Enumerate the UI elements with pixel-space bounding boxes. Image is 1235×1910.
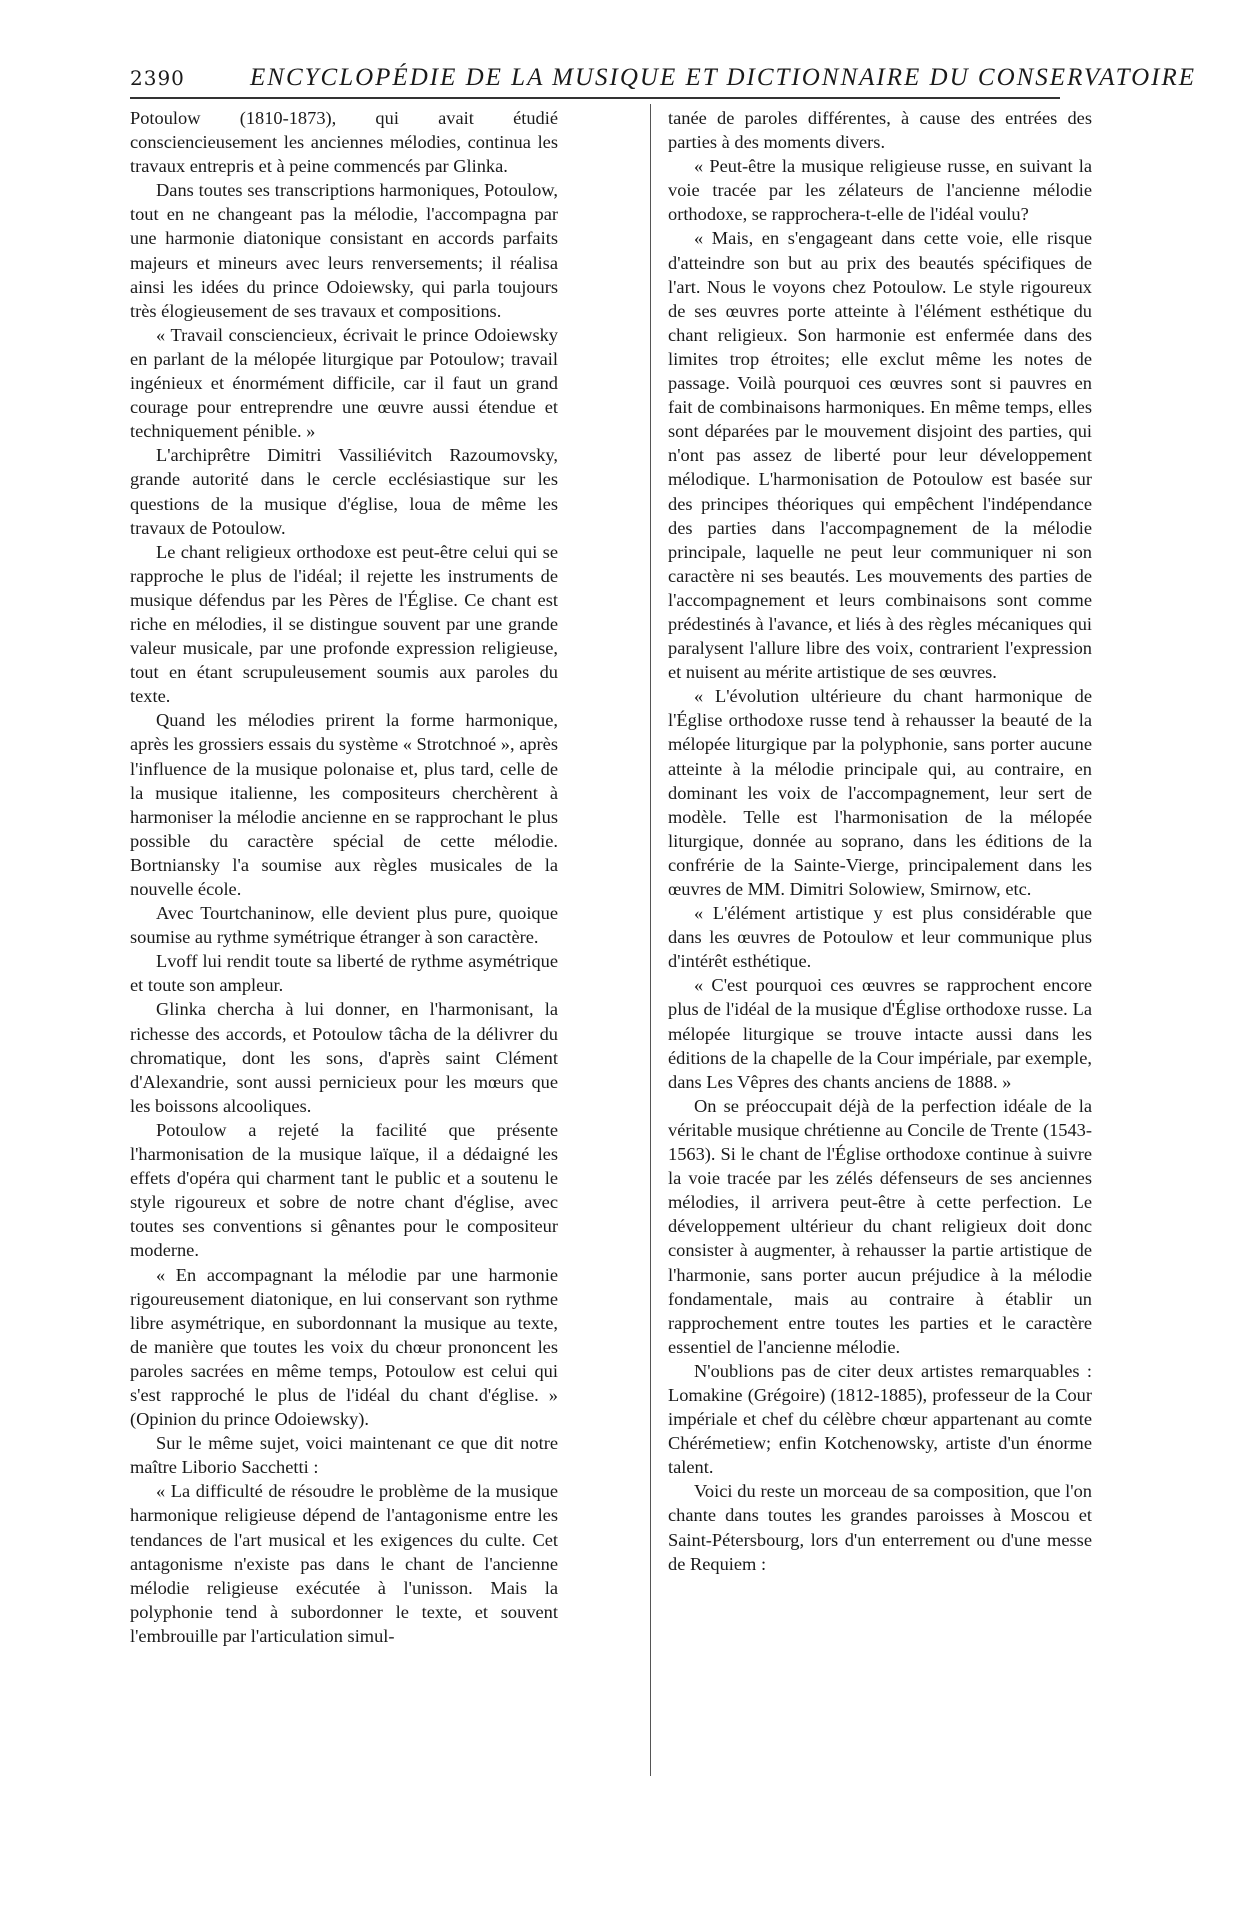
paragraph: On se préoccupait déjà de la perfection idéale de la véritable musique chrétienne au Concile de Trente (1543-1563). Si le chant de l'Église orthodoxe continue à suivre la voie tracée par les zélés défenseurs de ses anciennes mélodies, il arrivera peut-être à cette perfection. Le développement ultérieur du chant religieux doit donc consister à augmenter, à rehausser la partie artistique de l'harmonie, sans porter aucun préjudice à la mélodie fondamentale, mais au contraire à établir un rapprochement entre toutes les parties et le caractère essentiel de l'ancienne mélodie.	[668, 1095, 1092, 1357]
paragraph: Potoulow (1810-1873), qui avait étudié consciencieusement les anciennes mélodies, continua les travaux entrepris et à peine commencés par Glinka.	[130, 108, 558, 177]
paragraph: « L'élément artistique y est plus considérable que dans les œuvres de Potoulow et leur communique plus d'intérêt esthétique.	[668, 903, 1092, 972]
paragraph: « L'évolution ultérieure du chant harmonique de l'Église orthodoxe russe tend à rehausser la beauté de la mélopée liturgique par la polyphonie, sans porter aucune atteinte à la mélodie principale qui, au contraire, en dominant les voix de l'accompagnement, leur sert de modèle. Telle est l'harmonisation de la mélopée liturgique, donnée au soprano, dans les éditions de la confrérie de la Sainte-Vierge, principalement dans les œuvres de MM. Dimitri Solowiew, Smirnow, etc.	[668, 686, 1092, 899]
paragraph: « Mais, en s'engageant dans cette voie, elle risque d'atteindre son but au prix des beautés spécifiques de l'art. Nous le voyons chez Potoulow. Le style rigoureux de ses œuvres porte atteinte à l'élément esthétique du chant religieux. Son harmonie est enfermée dans des limites trop étroites; elle exclut même les notes de passage. Voilà pourquoi ces œuvres sont si pauvres en fait de combinaisons harmoniques. En même temps, elles sont déparées par le mouvement disjoint des parties, qui n'ont pas assez de liberté pour leur développement mélodique. L'harmonisation de Potoulow est basée sur des principes théoriques qui empêchent l'indépendance des parties dans l'accompagnement de la mélodie principale, laquelle ne peut leur communiquer ni son caractère ni ses beautés. Les mouvements des parties de l'accompagnement et leurs combinaisons sont comme prédestinés à l'avance, et liés à des règles mécaniques qui paralysent l'allure libre des voix, contrarient l'expression et nuisent au mérite artistique de ses œuvres.	[668, 228, 1092, 683]
paragraph: L'archiprêtre Dimitri Vassiliévitch Razoumovsky, grande autorité dans le cercle ecclésiastique sur les questions de la musique d'église, loua de même les travaux de Potoulow.	[130, 445, 558, 538]
paragraph: Sur le même sujet, voici maintenant ce que dit notre maître Liborio Sacchetti :	[130, 1433, 558, 1478]
paragraph: Glinka chercha à lui donner, en l'harmonisant, la richesse des accords, et Potoulow tâcha de la délivrer du chromatique, dont les sons, d'après saint Clément d'Alexandrie, sont aussi pernicieux pour les mœurs que les boissons alcooliques.	[130, 999, 558, 1116]
paragraph: Dans toutes ses transcriptions harmoniques, Potoulow, tout en ne changeant pas la mélodie, l'accompagna par une harmonie diatonique consistant en accords parfaits majeurs et mineurs avec leurs renversements; il réalisa ainsi les idées du prince Odoiewsky, qui parla toujours très élogieusement de ses travaux et compositions.	[130, 180, 558, 321]
paragraph: « Travail consciencieux, écrivait le prince Odoiewsky en parlant de la mélopée liturgique par Potoulow; travail ingénieux et énormément difficile, car il faut un grand courage pour entreprendre une œuvre aussi étendue et techniquement pénible. »	[130, 324, 558, 442]
paragraph: Voici du reste un morceau de sa composition, que l'on chante dans toutes les grandes paroisses à Moscou et Saint-Pétersbourg, lors d'un enterrement ou d'une messe de Requiem :	[668, 1481, 1092, 1574]
left-column	[130, 106, 558, 1806]
page-header	[130, 64, 1197, 94]
paragraph: « La difficulté de résoudre le problème de la musique harmonique religieuse dépend de l'antagonisme entre les tendances de l'art musical et les exigences du culte. Cet antagonisme n'existe pas dans le chant de l'ancienne mélodie religieuse exécutée à l'unisson. Mais la polyphonie tend à subordonner le texte, et souvent l'embrouille par l'articulation simul-	[130, 1481, 558, 1646]
paragraph: Le chant religieux orthodoxe est peut-être celui qui se rapproche le plus de l'idéal; il rejette les instruments de musique défendus par les Pères de l'Église. Ce chant est riche en mélodies, il se distingue souvent par une grande valeur musicale, par une profonde expression religieuse, tout en étant scrupuleusement soumis aux paroles du texte.	[130, 541, 558, 707]
paragraph: N'oublions pas de citer deux artistes remarquables : Lomakine (Grégoire) (1812-1885), professeur de la Cour impériale et chef du célèbre chœur appartenant au comte Chérémetiew; enfin Kotchenowsky, artiste d'un énorme talent.	[668, 1360, 1092, 1478]
page-number: 2390	[130, 66, 185, 90]
right-column	[668, 106, 1092, 1806]
header-rule	[130, 97, 1060, 99]
paragraph: « Peut-être la musique religieuse russe, en suivant la voie tracée par les zélateurs de l'ancienne mélodie orthodoxe, se rapprochera-t-elle de l'idéal voulu?	[668, 156, 1092, 225]
column-divider	[650, 104, 651, 1776]
paragraph: Quand les mélodies prirent la forme harmonique, après les grossiers essais du système « Strotchnoé », après l'influence de la musique polonaise et, plus tard, celle de la musique italienne, les compositeurs cherchèrent à harmoniser la mélodie ancienne en se rapprochant le plus possible du caractère spécial de cette mélodie. Bortniansky l'a soumise aux règles musicales de la nouvelle école.	[130, 710, 558, 899]
paragraph: « C'est pourquoi ces œuvres se rapprochent encore plus de l'idéal de la musique d'Église orthodoxe russe. La mélopée liturgique se trouve intacte aussi dans les éditions de la chapelle de la Cour impériale, par exemple, dans Les Vêpres des chants anciens de 1888. »	[668, 975, 1092, 1092]
paragraph: Lvoff lui rendit toute sa liberté de rythme asymétrique et toute son ampleur.	[130, 951, 558, 996]
paragraph: Avec Tourtchaninow, elle devient plus pure, quoique soumise au rythme symétrique étranger à son caractère.	[130, 903, 558, 948]
paragraph: tanée de paroles différentes, à cause des entrées des parties à des moments divers.	[668, 108, 1092, 153]
paragraph: Potoulow a rejeté la facilité que présente l'harmonisation de la musique laïque, il a dédaigné les effets d'opéra qui charment tant le public et a soutenu le style rigoureux et sobre de notre chant d'église, avec toutes ses conventions si gênantes pour le compositeur moderne.	[130, 1119, 558, 1261]
paragraph: « En accompagnant la mélodie par une harmonie rigoureusement diatonique, en lui conservant son rythme libre asymétrique, en subordonnant la musique au texte, de manière que toutes les voix du chœur prononcent les paroles sacrées en même temps, Potoulow est celui qui s'est rapproché le plus de l'idéal du chant d'église. » (Opinion du prince Odoiewsky).	[130, 1264, 558, 1430]
running-title: ENCYCLOPÉDIE DE LA MUSIQUE ET DICTIONNAIRE DU CONSERVATOIRE	[250, 64, 1197, 91]
